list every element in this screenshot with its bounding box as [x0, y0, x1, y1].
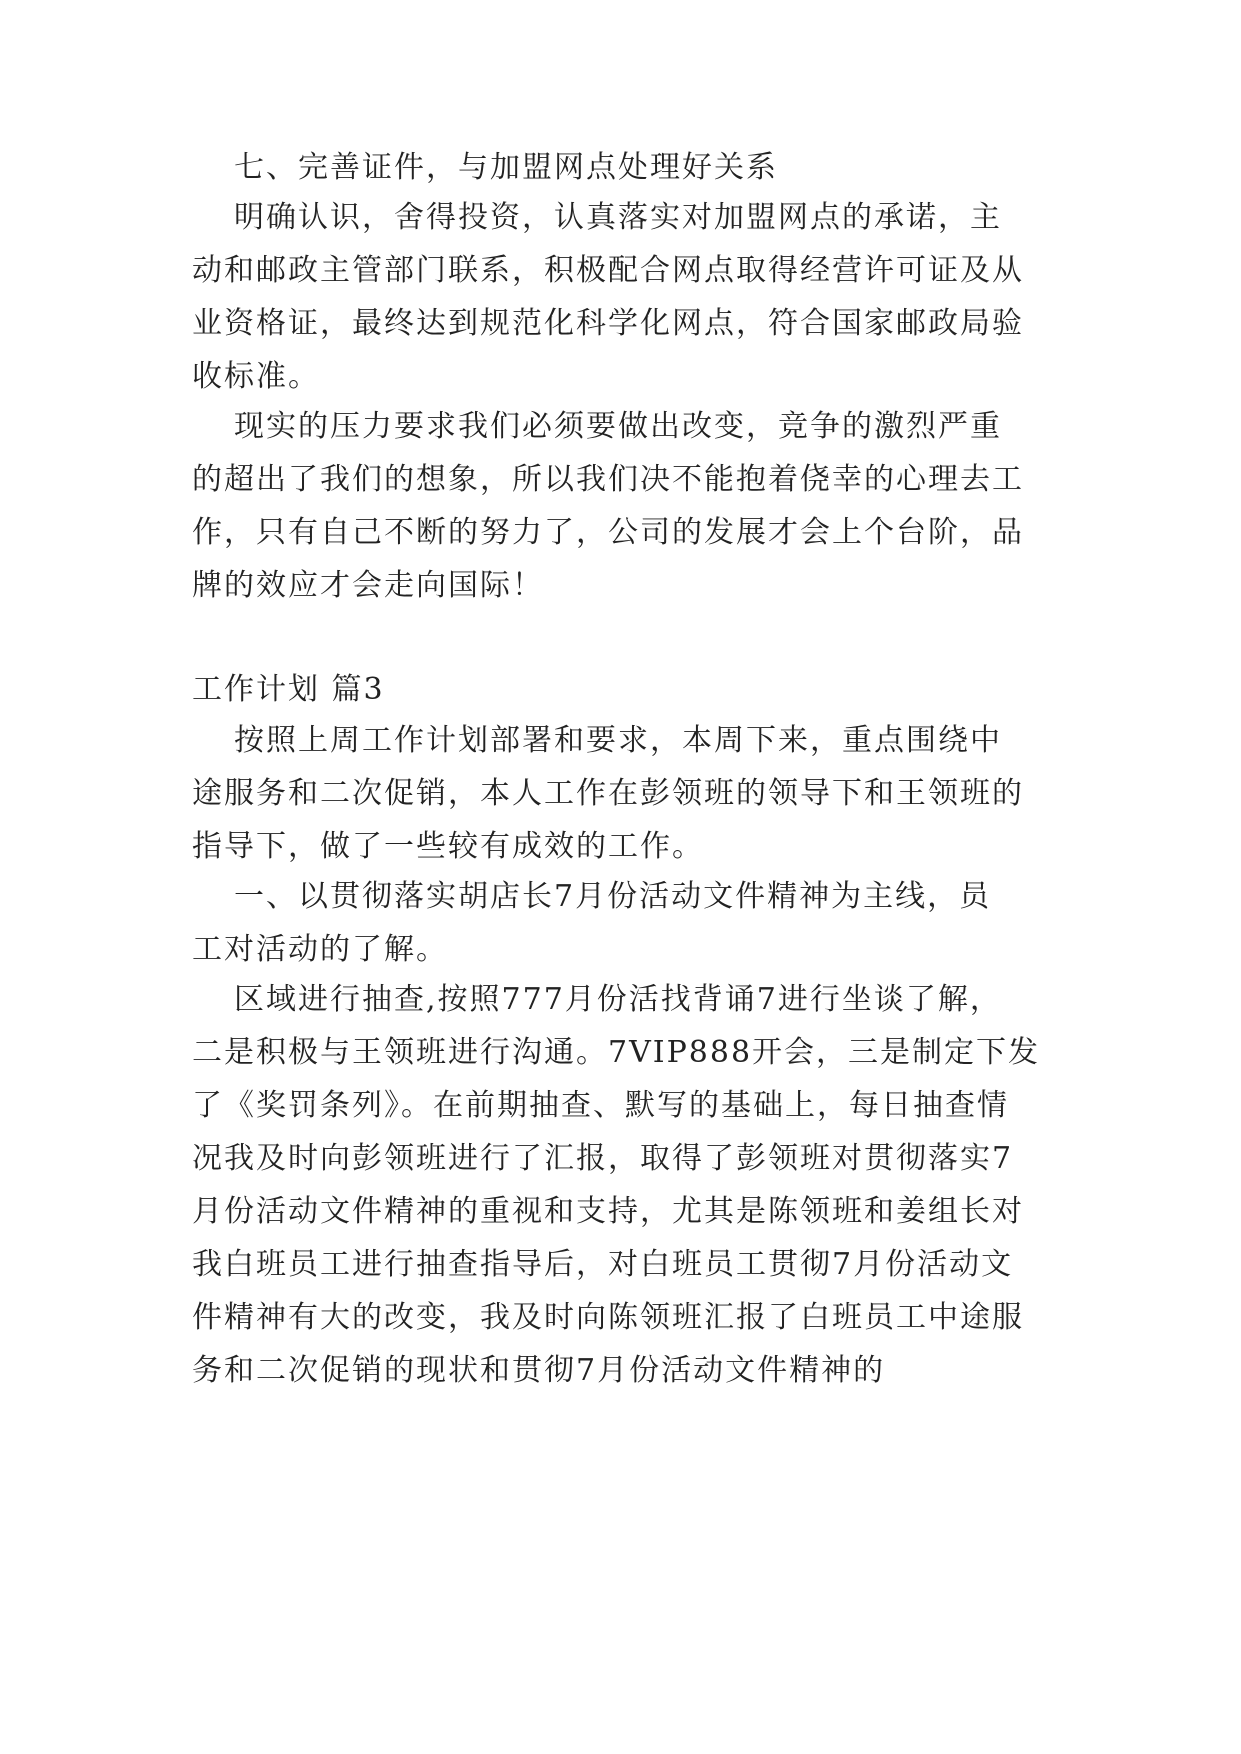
paragraph-line: 动和邮政主管部门联系，积极配合网点取得经营许可证及从 [192, 253, 1024, 288]
paragraph-line: 牌的效应才会走向国际！ [192, 568, 544, 603]
paragraph-line: 月份活动文件精神的重视和支持，尤其是陈领班和姜组长对 [192, 1194, 1024, 1229]
paragraph-line: 一、以贯彻落实胡店长7月份活动文件精神为主线，员 [234, 879, 992, 914]
paragraph-line: 业资格证，最终达到规范化科学化网点，符合国家邮政局验 [192, 306, 1024, 341]
paragraph-line: 二是积极与王领班进行沟通。7VIP888开会，三是制定下发 [192, 1035, 1041, 1070]
section-heading: 七、完善证件，与加盟网点处理好关系 [234, 150, 778, 185]
paragraph-line: 况我及时向彭领班进行了汇报，取得了彭领班对贯彻落实7 [192, 1141, 1014, 1176]
section-title: 工作计划 篇3 [192, 672, 385, 707]
paragraph-line: 的超出了我们的想象，所以我们决不能抱着侥幸的心理去工 [192, 462, 1024, 497]
paragraph-line: 件精神有大的改变，我及时向陈领班汇报了白班员工中途服 [192, 1300, 1024, 1335]
paragraph-line: 按照上周工作计划部署和要求，本周下来，重点围绕中 [234, 723, 1002, 758]
paragraph-line: 收标准。 [192, 359, 320, 394]
paragraph-line: 工对活动的了解。 [192, 932, 448, 967]
paragraph-line: 明确认识，舍得投资，认真落实对加盟网点的承诺，主 [234, 200, 1002, 235]
paragraph-line: 途服务和二次促销，本人工作在彭领班的领导下和王领班的 [192, 776, 1024, 811]
paragraph-line: 区域进行抽查,按照777月份活找背诵7进行坐谈了解， [234, 982, 1002, 1017]
paragraph-line: 我白班员工进行抽查指导后，对白班员工贯彻7月份活动文 [192, 1247, 1014, 1282]
paragraph-line: 了《奖罚条列》。在前期抽查、默写的基础上，每日抽查情 [192, 1088, 1009, 1123]
paragraph-line: 现实的压力要求我们必须要做出改变，竞争的激烈严重 [234, 409, 1002, 444]
paragraph-line: 务和二次促销的现状和贯彻7月份活动文件精神的 [192, 1353, 886, 1388]
paragraph-line: 作，只有自己不断的努力了，公司的发展才会上个台阶，品 [192, 515, 1024, 550]
paragraph-line: 指导下，做了一些较有成效的工作。 [192, 829, 704, 864]
